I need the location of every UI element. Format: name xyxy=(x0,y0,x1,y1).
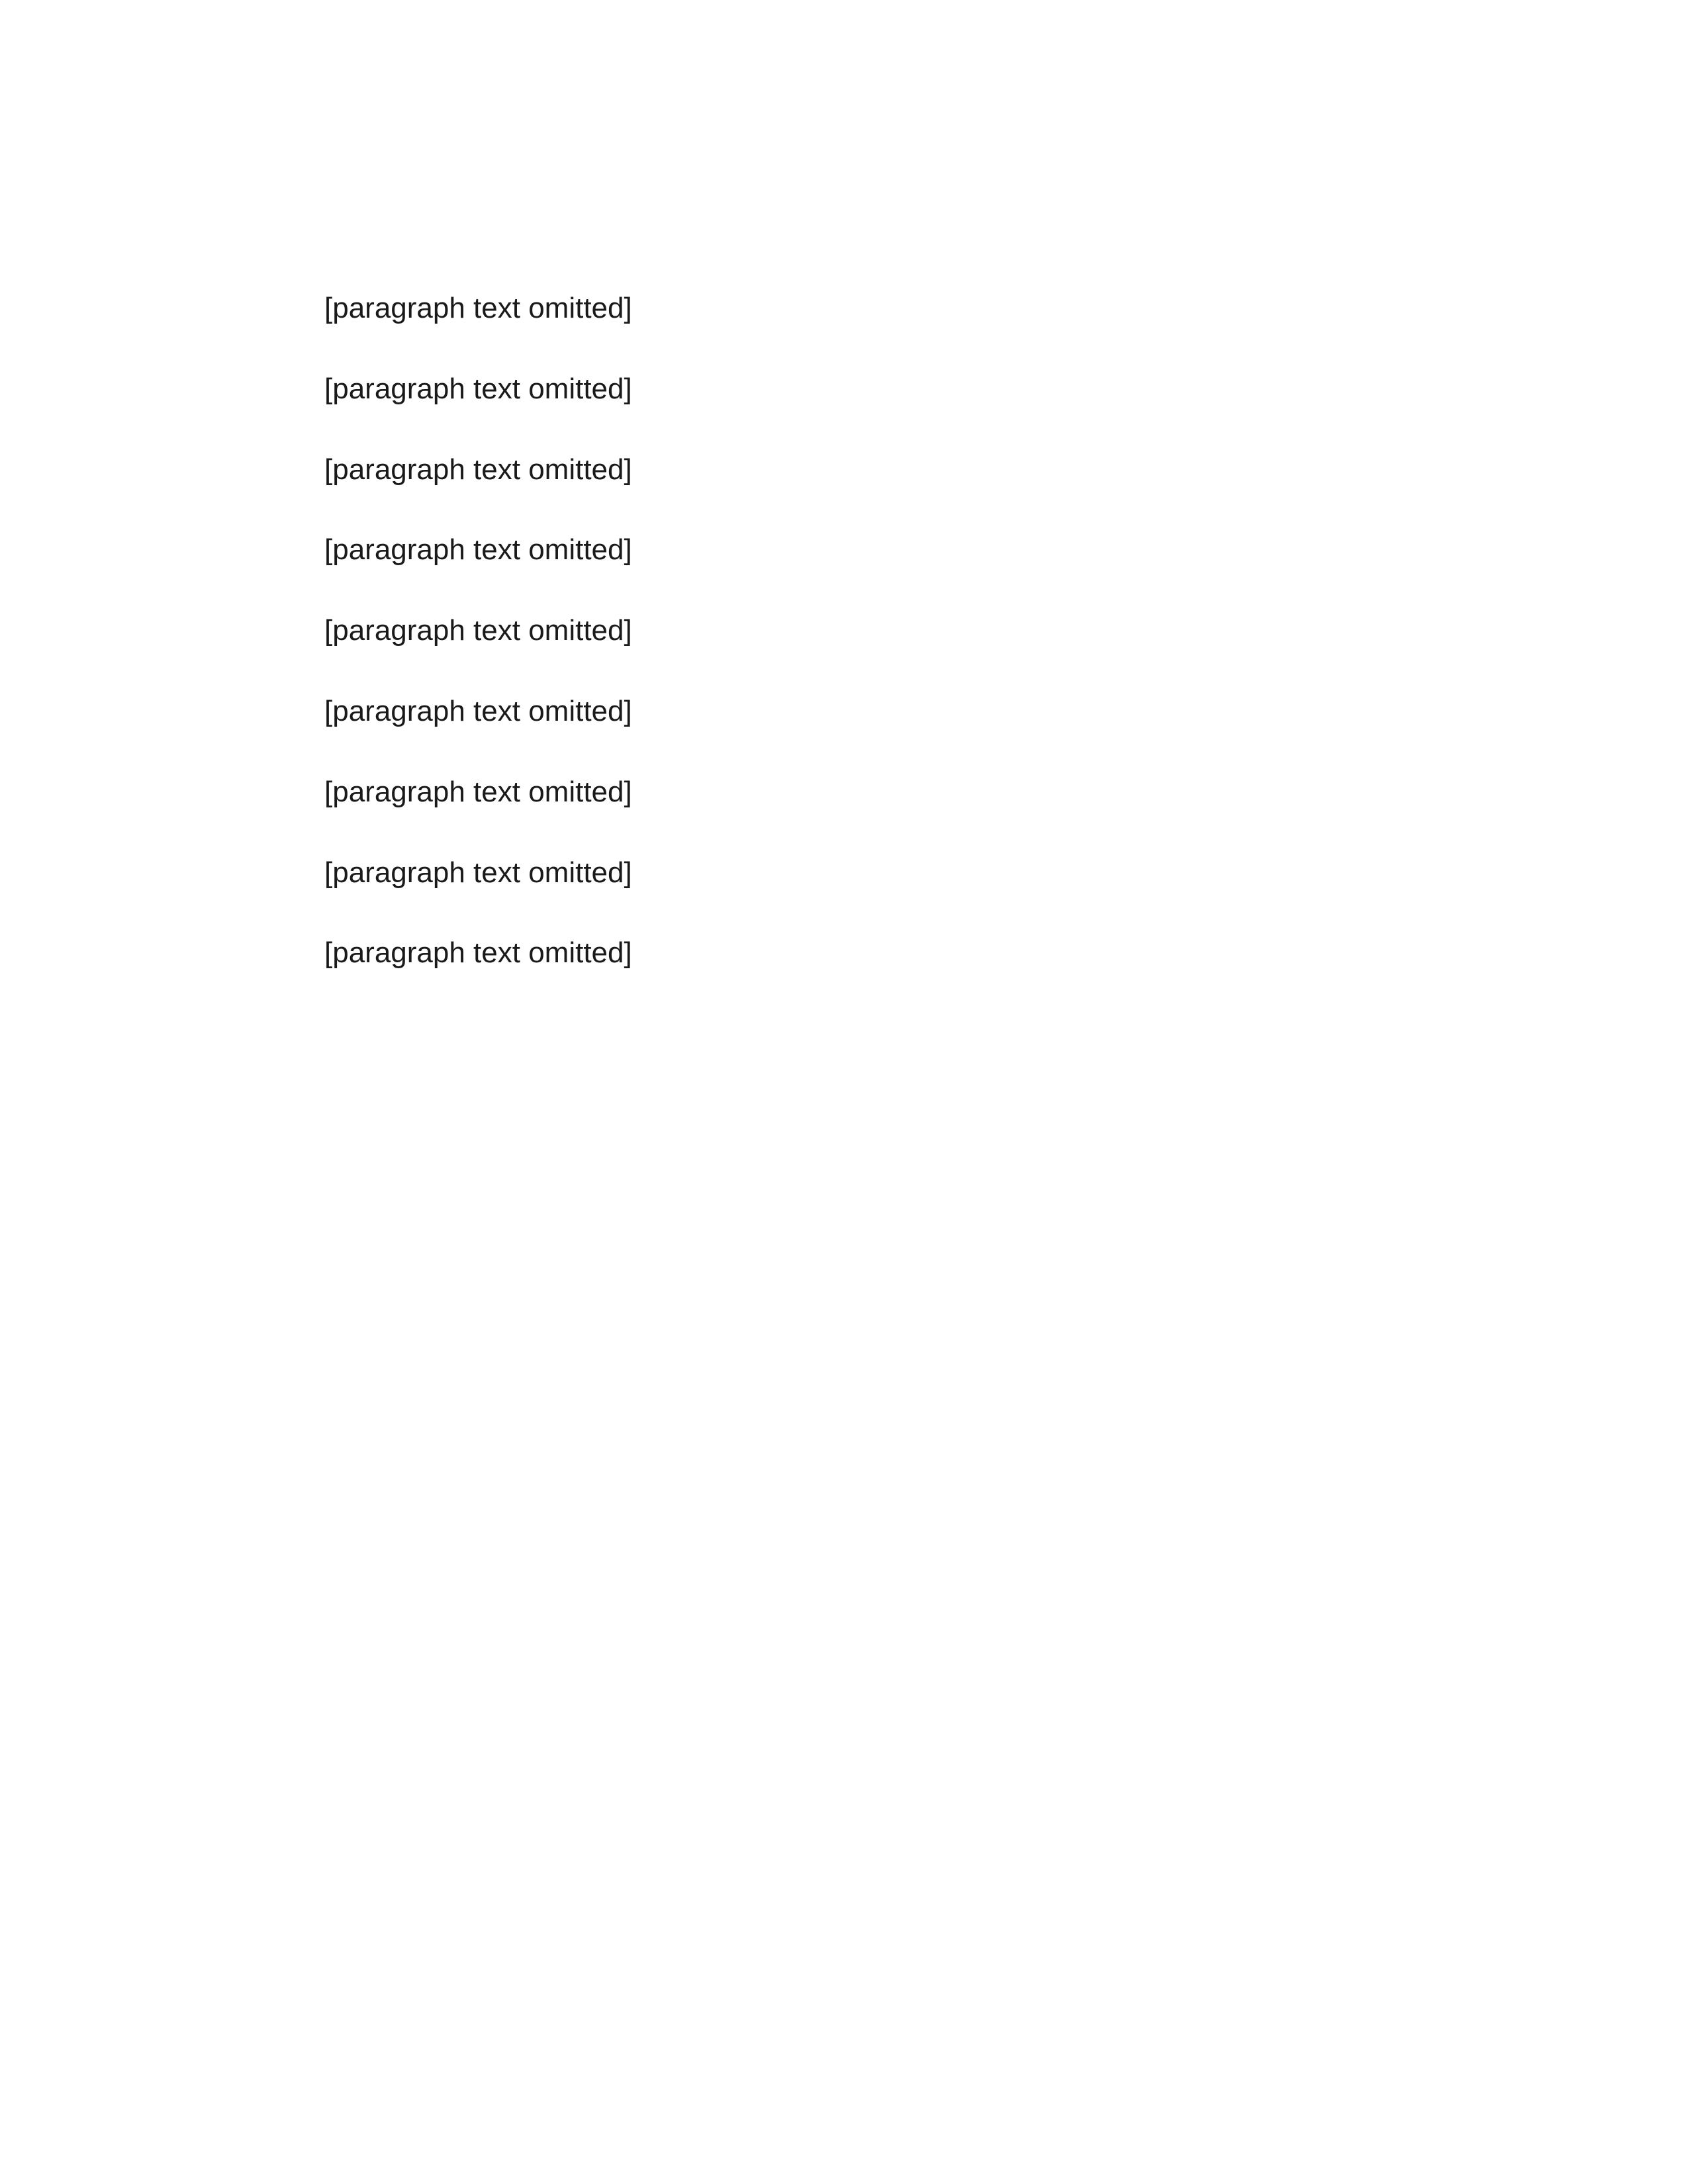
paragraph: [paragraph text omitted] xyxy=(324,856,632,889)
paragraph: [paragraph text omitted] xyxy=(324,614,632,647)
paragraph: [paragraph text omitted] xyxy=(324,936,632,970)
paragraph: [paragraph text omitted] xyxy=(324,775,632,808)
paragraph: [paragraph text omitted] xyxy=(324,694,632,727)
paragraph: [paragraph text omitted] xyxy=(324,453,632,486)
paragraph: [paragraph text omitted] xyxy=(324,533,632,567)
paragraph: [paragraph text omitted] xyxy=(324,372,632,405)
paragraph: [paragraph text omitted] xyxy=(324,292,632,324)
